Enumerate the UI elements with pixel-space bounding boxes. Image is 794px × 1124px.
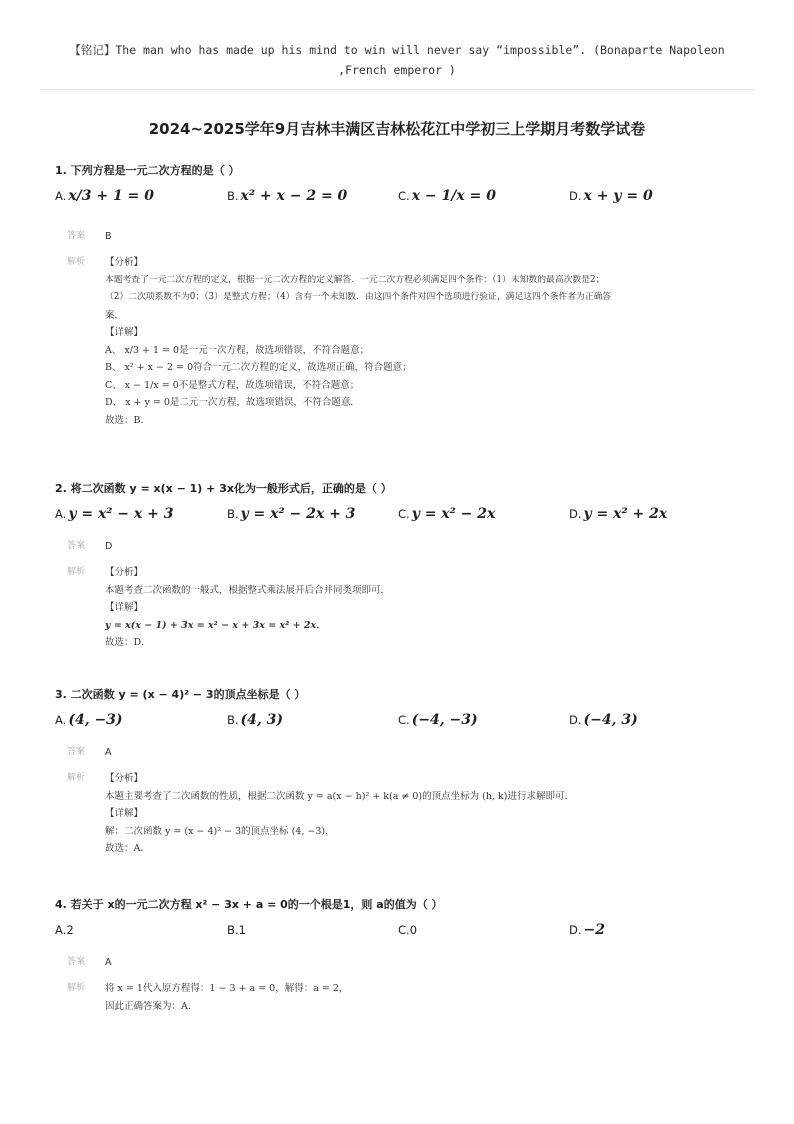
option-c: [398, 500, 495, 528]
answer-label: 答案: [67, 957, 86, 967]
analysis-line: 【分析】: [105, 567, 144, 578]
analysis-body: [105, 564, 755, 652]
analysis-line: 【分析】: [105, 773, 144, 784]
analysis-line: 本题考查了一元二次方程的定义，根据一元二次方程的定义解答．一元二次方程必须满足四个条件：（1）未知数的最高次数是2；: [105, 274, 605, 285]
analysis-block: [55, 980, 755, 1015]
option-key: A.: [55, 507, 67, 521]
option-key: D.: [569, 507, 582, 521]
analysis-line: C、 x − 1/x = 0不是整式方程，故选项错误，不符合题意；: [105, 379, 360, 391]
option-d: [569, 182, 653, 210]
option-d: [569, 706, 638, 734]
option-c: [398, 706, 478, 734]
header-divider: [40, 89, 754, 90]
option-formula: y = x² − x + 3: [68, 506, 174, 522]
analysis-label: 解析: [67, 773, 86, 783]
analysis-line: 故选：A．: [105, 843, 150, 854]
analysis-block: [55, 254, 755, 429]
question-2: [55, 480, 755, 652]
question-1: [55, 162, 755, 429]
question-stem: 4. 若关于 x的一元二次方程 x² − 3x + a = 0的一个根是1，则 a的值为（ ）: [55, 898, 443, 911]
motto-line-2: ,French emperor ): [338, 63, 456, 77]
question-stem: 3. 二次函数 y = (x − 4)² − 3的顶点坐标是（ ）: [55, 688, 306, 701]
analysis-line: 故选：D．: [105, 637, 151, 648]
option-b: [227, 916, 246, 944]
analysis-line: 【详解】: [105, 327, 144, 338]
analysis-line: 案．: [105, 309, 125, 321]
question-stem: 1. 下列方程是一元二次方程的是（ ）: [55, 164, 240, 177]
answer-row: [55, 228, 755, 245]
question-stem: 2. 将二次函数 y = x(x − 1) + 3x化为一般形式后，正确的是（ ）: [55, 482, 392, 495]
option-formula: x/3 + 1 = 0: [68, 188, 154, 204]
option-key: A.: [55, 923, 67, 937]
option-value: 0: [409, 923, 418, 937]
option-key: B.: [227, 507, 239, 521]
question-3: [55, 686, 755, 858]
option-key: C.: [398, 507, 410, 521]
analysis-line: B、 x² + x − 2 = 0符合一元二次方程的定义，故选项正确，符合题意；: [105, 362, 412, 373]
option-value: 1: [238, 923, 246, 937]
option-formula: x² + x − 2 = 0: [240, 188, 348, 204]
option-formula: −2: [583, 922, 605, 938]
answer-label: 答案: [67, 541, 86, 551]
answer-row: [55, 744, 755, 761]
options-row: [55, 916, 755, 946]
analysis-line: 解：二次函数 y = (x − 4)² − 3的顶点坐标 (4, −3)，: [105, 825, 335, 837]
option-key: D.: [569, 189, 582, 203]
analysis-line: A、 x/3 + 1 = 0是一元一次方程，故选项错误，不符合题意；: [105, 344, 370, 356]
analysis-block: [55, 564, 755, 652]
analysis-block: [55, 770, 755, 858]
analysis-body: [105, 254, 755, 429]
option-key: C.: [398, 923, 410, 937]
analysis-line: 【详解】: [105, 808, 144, 819]
option-c: [398, 916, 417, 944]
analysis-line: 将 x = 1代入原方程得：1 − 3 + a = 0，解得：a = 2，: [105, 983, 349, 994]
exam-title: 2024~2025学年9月吉林丰满区吉林松花江中学初三上学期月考数学试卷: [148, 120, 646, 138]
option-formula: y = x² + 2x: [583, 506, 668, 522]
answer-row: [55, 538, 755, 555]
analysis-line: 本题主要考查了二次函数的性质，根据二次函数 y = a(x − h)² + k(a ≠ 0)的顶点坐标为 (h, k)进行求解即可．: [105, 790, 574, 802]
option-formula: (4, −3): [68, 712, 123, 728]
answer-value: D: [105, 541, 113, 552]
option-key: D.: [569, 713, 582, 727]
option-key: C.: [398, 189, 410, 203]
option-a: [55, 706, 123, 734]
options-row: [55, 182, 755, 216]
option-key: B.: [227, 713, 239, 727]
analysis-line: 因此正确答案为：A．: [105, 1000, 198, 1012]
option-value: 2: [66, 923, 74, 937]
option-b: [227, 500, 355, 528]
analysis-line: D、 x + y = 0是二元一次方程，故选项错误，不符合题意．: [105, 397, 360, 408]
option-a: [55, 182, 154, 210]
motto-line-1: 【铭记】The man who has made up his mind to win will never say “impossible”. (Bonaparte Napoleon: [69, 43, 725, 57]
option-key: B.: [227, 923, 239, 937]
answer-value: B: [105, 231, 112, 242]
analysis-line: y = x(x − 1) + 3x = x² − x + 3x = x² + 2x．: [105, 619, 326, 631]
analysis-body: [105, 980, 755, 1015]
option-formula: (4, 3): [240, 712, 284, 728]
analysis-label: 解析: [67, 257, 86, 267]
option-formula: y = x² − 2x + 3: [240, 506, 356, 522]
analysis-label: 解析: [67, 567, 86, 577]
options-row: [55, 500, 755, 530]
option-key: C.: [398, 713, 410, 727]
answer-label: 答案: [67, 231, 86, 241]
option-formula: x − 1/x = 0: [411, 188, 496, 204]
question-4: [55, 896, 755, 1015]
option-c: [398, 182, 496, 210]
option-formula: (−4, 3): [583, 712, 638, 728]
answer-row: [55, 954, 755, 971]
option-a: [55, 500, 173, 528]
analysis-line: 【详解】: [105, 602, 144, 613]
answer-value: A: [105, 957, 112, 968]
analysis-body: [105, 770, 755, 858]
option-formula: x + y = 0: [583, 188, 653, 204]
analysis-line: 本题考查二次函数的一般式，根据整式乘法展开后合并同类项即可．: [105, 584, 391, 596]
option-b: [227, 182, 347, 210]
motto-header: [40, 40, 754, 80]
option-d: [569, 500, 667, 528]
option-formula: y = x² − 2x: [411, 506, 496, 522]
options-row: [55, 706, 755, 736]
analysis-label: 解析: [67, 983, 86, 993]
option-formula: (−4, −3): [411, 712, 478, 728]
option-a: [55, 916, 74, 944]
analysis-line: 【分析】: [105, 257, 144, 268]
option-b: [227, 706, 283, 734]
analysis-line: 故选：B．: [105, 414, 150, 426]
analysis-line: （2）二次项系数不为0；（3）是整式方程；（4）含有一个未知数．由这四个条件对四个选项进行验证，满足这四个条件者为正确答: [105, 292, 612, 302]
option-key: A.: [55, 189, 67, 203]
answer-label: 答案: [67, 747, 86, 757]
option-key: B.: [227, 189, 239, 203]
option-key: A.: [55, 713, 67, 727]
option-key: D.: [569, 923, 582, 937]
answer-value: A: [105, 747, 112, 758]
option-d: [569, 916, 605, 944]
